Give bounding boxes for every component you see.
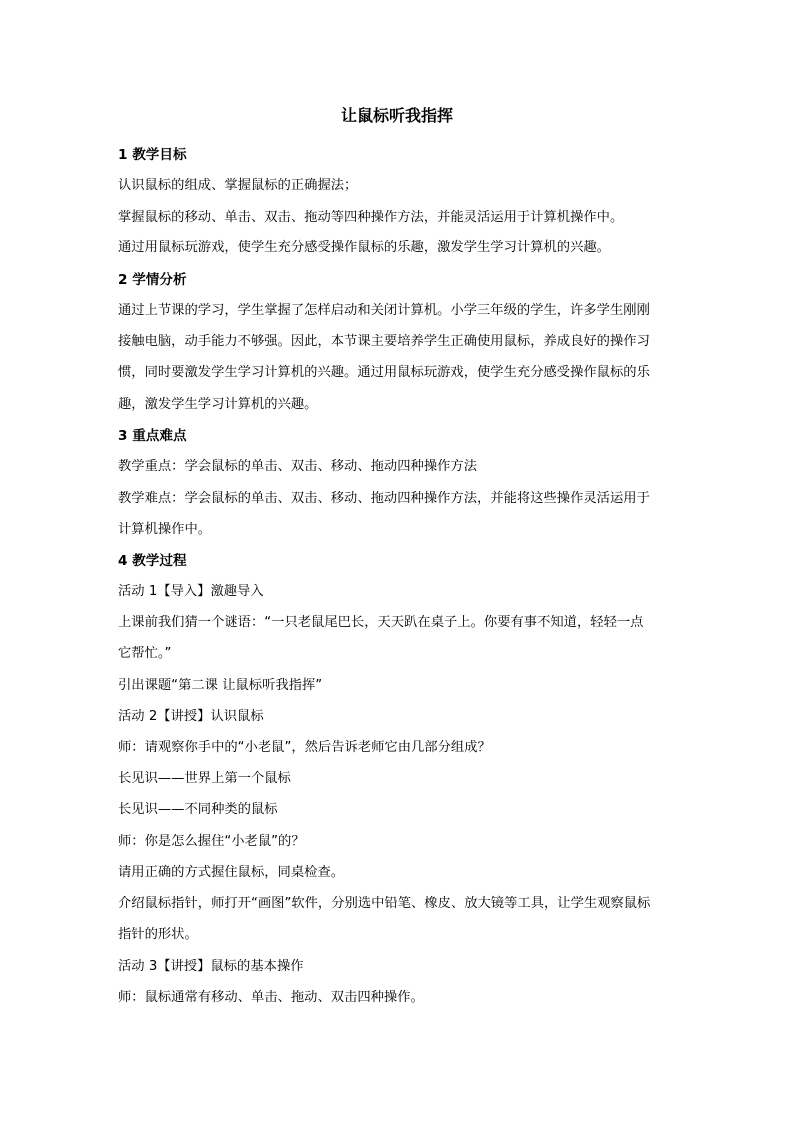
body-line: 惯，同时要激发学生学习计算机的兴趣。通过用鼠标玩游戏，使学生充分感受操作鼠标的乐 — [118, 365, 650, 380]
body-line: 引出课题“第二课 让鼠标听我指挥” — [118, 678, 323, 693]
body-line: 介绍鼠标指针，师打开“画图”软件，分别选中铅笔、橡皮、放大镜等工具，让学生观察鼠标 — [118, 896, 651, 911]
body-line: 活动 3【讲授】鼠标的基本操作 — [118, 959, 304, 974]
body-line: 计算机操作中。 — [118, 522, 212, 537]
body-line: 掌握鼠标的移动、单击、双击、拖动等四种操作方法，并能灵活运用于计算机操作中。 — [118, 210, 624, 225]
body-line: 教学难点：学会鼠标的单击、双击、移动、拖动四种操作方法，并能将这些操作灵活运用于 — [118, 491, 650, 506]
body-line: 长见识——世界上第一个鼠标 — [118, 771, 291, 786]
body-line: 通过上节课的学习，学生掌握了怎样启动和关闭计算机。小学三年级的学生，许多学生刚刚 — [118, 303, 650, 318]
body-line: 师：请观察你手中的“小老鼠”，然后告诉老师它由几部分组成？ — [118, 740, 491, 755]
body-line: 请用正确的方式握住鼠标，同桌检查。 — [118, 865, 345, 880]
body-line: 活动 2【讲授】认识鼠标 — [118, 709, 264, 724]
section-heading: 2 学情分析 — [118, 272, 187, 288]
body-line: 师：鼠标通常有移动、单击、拖动、双击四种操作。 — [118, 990, 424, 1005]
body-line: 活动 1【导入】激趣导入 — [118, 584, 264, 599]
body-line: 趣，激发学生学习计算机的兴趣。 — [118, 397, 318, 412]
body-line: 长见识——不同种类的鼠标 — [118, 802, 278, 817]
document-title: 让鼠标听我指挥 — [340, 106, 453, 125]
body-line: 通过用鼠标玩游戏，使学生充分感受操作鼠标的乐趣，激发学生学习计算机的兴趣。 — [118, 240, 610, 255]
body-line: 指针的形状。 — [118, 927, 198, 942]
section-heading: 1 教学目标 — [118, 147, 187, 163]
section-heading: 3 重点难点 — [118, 428, 187, 444]
body-line: 接触电脑，动手能力不够强。因此，本节课主要培养学生正确使用鼠标，养成良好的操作习 — [118, 334, 650, 349]
body-line: 认识鼠标的组成、掌握鼠标的正确握法； — [118, 178, 358, 193]
body-line: 它帮忙。” — [118, 646, 172, 661]
body-line: 教学重点：学会鼠标的单击、双击、移动、拖动四种操作方法 — [118, 459, 478, 474]
body-line: 师：你是怎么握住“小老鼠”的？ — [118, 834, 305, 849]
body-line: 上课前我们猜一个谜语：“一只老鼠尾巴长，天天趴在桌子上。你要有事不知道，轻轻一点 — [118, 615, 644, 630]
section-heading: 4 教学过程 — [118, 553, 187, 569]
